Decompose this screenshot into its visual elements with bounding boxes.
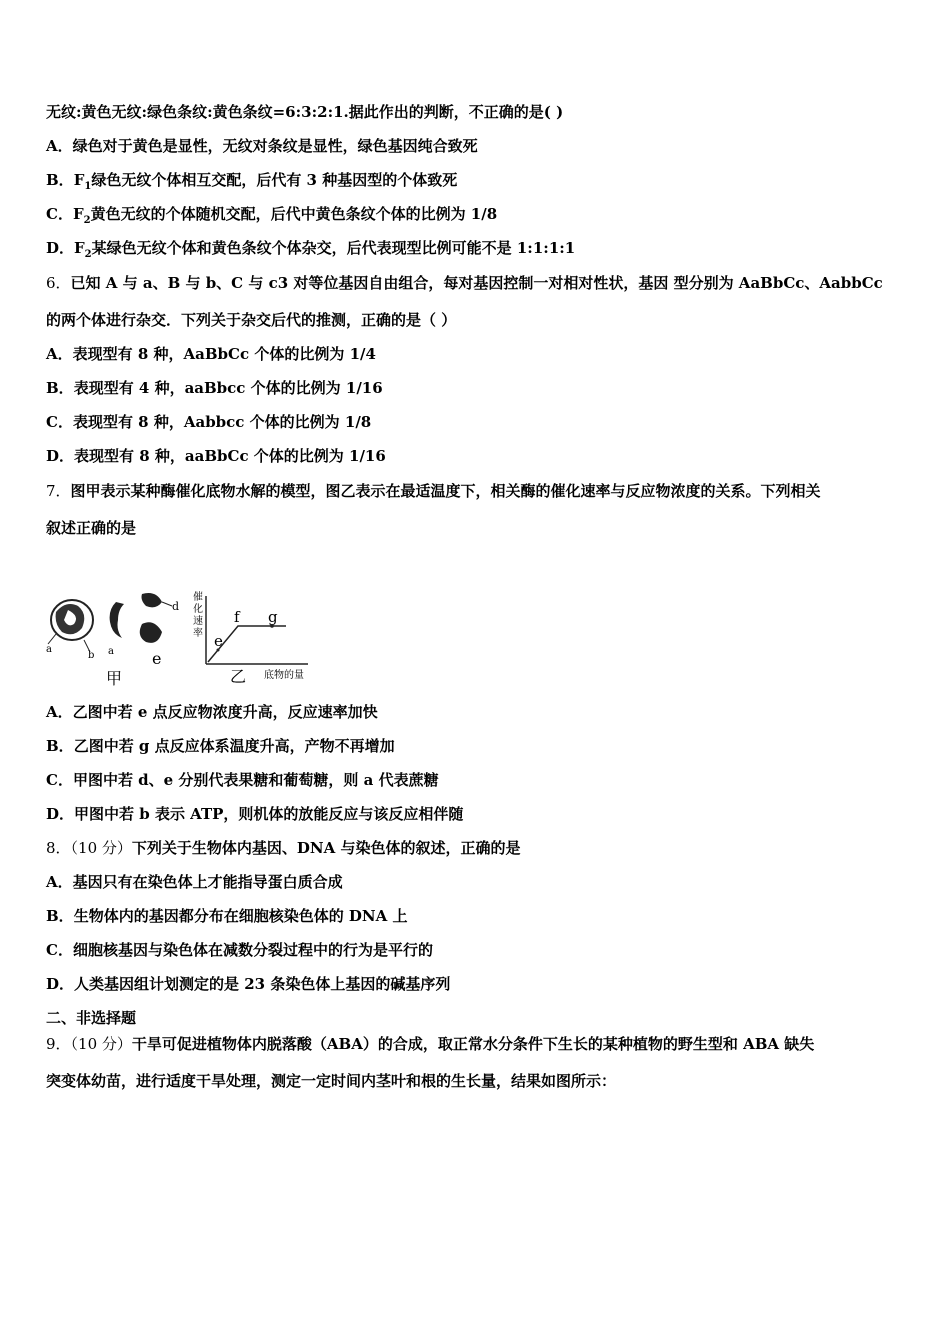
q7-option-c	[46, 770, 439, 790]
question-number: 9．	[46, 1035, 71, 1053]
option-text-f: F	[72, 205, 84, 223]
y-label-2: 化	[193, 604, 203, 615]
option-text: 表现型有 4 种，aaBbcc 个体的比例为 1/16	[73, 379, 383, 397]
question-score: （10 分）	[70, 1035, 132, 1053]
option-text: 表现型有 8 种，Aabbcc 个体的比例为 1/8	[72, 413, 372, 431]
y-label-4: 率	[193, 628, 203, 639]
option-prefix: D．	[46, 447, 75, 465]
product-e-shape	[140, 622, 162, 643]
pointer-a1	[48, 634, 56, 644]
x-label: 底物的量	[264, 670, 304, 681]
q7-figure	[46, 588, 316, 688]
option-prefix: B．	[46, 907, 74, 925]
q6-stem-line2: 的两个体进行杂交．下列关于杂交后代的推测，正确的是（ ）	[46, 311, 457, 329]
subscript: 2	[83, 215, 91, 226]
option-text: 人类基因组计划测定的是 23 条染色体上基因的碱基序列	[74, 975, 451, 993]
question-number: 7．	[46, 482, 71, 500]
q7-option-b	[46, 736, 395, 756]
option-text: 甲图中若 d、e 分别代表果糖和葡萄糖，则 a 代表蔗糖	[72, 771, 439, 789]
label-b: b	[88, 650, 95, 661]
enzyme-a2-body	[110, 602, 124, 638]
stem-text: 干旱可促进植物体内脱落酸（ABA）的合成，取正常水分条件下生长的某种植物的野生型和 ABA 缺失	[131, 1035, 815, 1053]
label-g: g	[268, 608, 278, 626]
label-e: e	[214, 632, 223, 650]
option-prefix: B．	[46, 737, 74, 755]
rate-graph	[193, 590, 308, 686]
option-prefix: A．	[46, 345, 73, 363]
option-prefix: D．	[46, 805, 75, 823]
option-text: 绿色无纹个体相互交配，后代有 3 种基因型的个体致死	[91, 171, 458, 189]
q8-stem	[46, 838, 521, 858]
q7-stem-line1	[46, 481, 821, 501]
subscript: 2	[84, 249, 92, 260]
q9-stem-line2: 突变体幼苗，进行适度干旱处理，测定一定时间内茎叶和根的生长量，结果如图所示：	[46, 1072, 617, 1090]
option-text: 基因只有在染色体上才能指导蛋白质合成	[72, 873, 343, 891]
label-f: f	[234, 608, 240, 626]
question-number: 8．	[46, 839, 71, 857]
option-prefix: C．	[46, 771, 73, 789]
option-text: 表现型有 8 种，AaBbCc 个体的比例为 1/4	[72, 345, 376, 363]
q6-option-b	[46, 378, 383, 398]
q8-option-d	[46, 974, 450, 994]
option-prefix: C．	[46, 413, 73, 431]
option-text: 乙图中若 e 点反应物浓度升高，反应速率加快	[72, 703, 378, 721]
q8-option-c	[46, 940, 433, 960]
stem-text: 图甲表示某种酶催化底物水解的模型，图乙表示在最适温度下，相关酶的催化速率与反应物浓度的关系。下列相关	[70, 482, 821, 500]
question-number: 6．	[46, 274, 71, 292]
option-text: 表现型有 8 种，aaBbCc 个体的比例为 1/16	[74, 447, 386, 465]
question-score: （10 分）	[70, 839, 132, 857]
subscript: 1	[84, 181, 92, 192]
option-prefix: C．	[46, 941, 73, 959]
option-prefix: B．	[46, 379, 74, 397]
q6-option-d	[46, 446, 386, 466]
label-a1: a	[46, 644, 52, 655]
q7-stem-line2: 叙述正确的是	[46, 519, 137, 537]
option-prefix: C．	[46, 205, 73, 223]
q5-option-c	[46, 204, 497, 231]
q8-option-b	[46, 906, 408, 926]
option-prefix: B．	[46, 171, 74, 189]
section-title: 二、非选择题	[46, 1009, 137, 1027]
q9-stem-line1	[46, 1034, 814, 1054]
option-text: 黄色无纹的个体随机交配，后代中黄色条纹个体的比例为 1/8	[90, 205, 498, 223]
figure-svg	[46, 588, 316, 688]
jia-label: 甲	[106, 669, 123, 688]
y-label-1: 催	[193, 592, 203, 603]
option-text: 乙图中若 g 点反应体系温度升高，产物不再增加	[73, 737, 395, 755]
q7-option-d	[46, 804, 463, 824]
option-text: 生物体内的基因都分布在细胞核染色体的 DNA 上	[73, 907, 408, 925]
yi-label: 乙	[230, 667, 247, 686]
option-prefix: A．	[46, 703, 73, 721]
option-text-f: F	[73, 171, 85, 189]
q7-option-a	[46, 702, 378, 722]
stem-text: 已知 A 与 a、B 与 b、C 与 c3 对等位基因自由组合，每对基因控制一对相对性状，基因 型分别为 AaBbCc、AabbCc	[70, 274, 883, 292]
label-d: d	[172, 600, 180, 613]
q8-option-a	[46, 872, 343, 892]
option-prefix: A．	[46, 873, 73, 891]
q6-option-a	[46, 344, 376, 364]
q5-option-b	[46, 170, 457, 197]
option-prefix: D．	[46, 239, 75, 257]
option-prefix: D．	[46, 975, 75, 993]
pointer-d	[162, 602, 172, 606]
option-text: 甲图中若 b 表示 ATP，则机体的放能反应与该反应相伴随	[74, 805, 464, 823]
q5-option-d	[46, 238, 575, 265]
option-text: 绿色对于黄色是显性，无纹对条纹是显性，绿色基因纯合致死	[72, 137, 478, 155]
option-text-f: F	[74, 239, 85, 257]
q5-stem: 无纹:黄色无纹:绿色条纹:黄色条纹=6:3:2:1.据此作出的判断，不正确的是( )	[46, 103, 564, 121]
option-text: 细胞核基因与染色体在减数分裂过程中的行为是平行的	[72, 941, 433, 959]
label-e-model: e	[152, 649, 162, 668]
option-prefix: A．	[46, 137, 73, 155]
label-a2: a	[108, 646, 114, 657]
y-label-3: 速	[193, 616, 203, 627]
q5-option-a	[46, 136, 478, 156]
q6-stem-line1	[46, 273, 883, 293]
stem-text: 下列关于生物体内基因、DNA 与染色体的叙述，正确的是	[131, 839, 521, 857]
enzyme-substrate-model	[46, 593, 179, 688]
option-text: 某绿色无纹个体和黄色条纹个体杂交，后代表现型比例可能不是 1:1:1:1	[91, 239, 576, 257]
product-d-shape	[142, 593, 163, 607]
q6-option-c	[46, 412, 371, 432]
